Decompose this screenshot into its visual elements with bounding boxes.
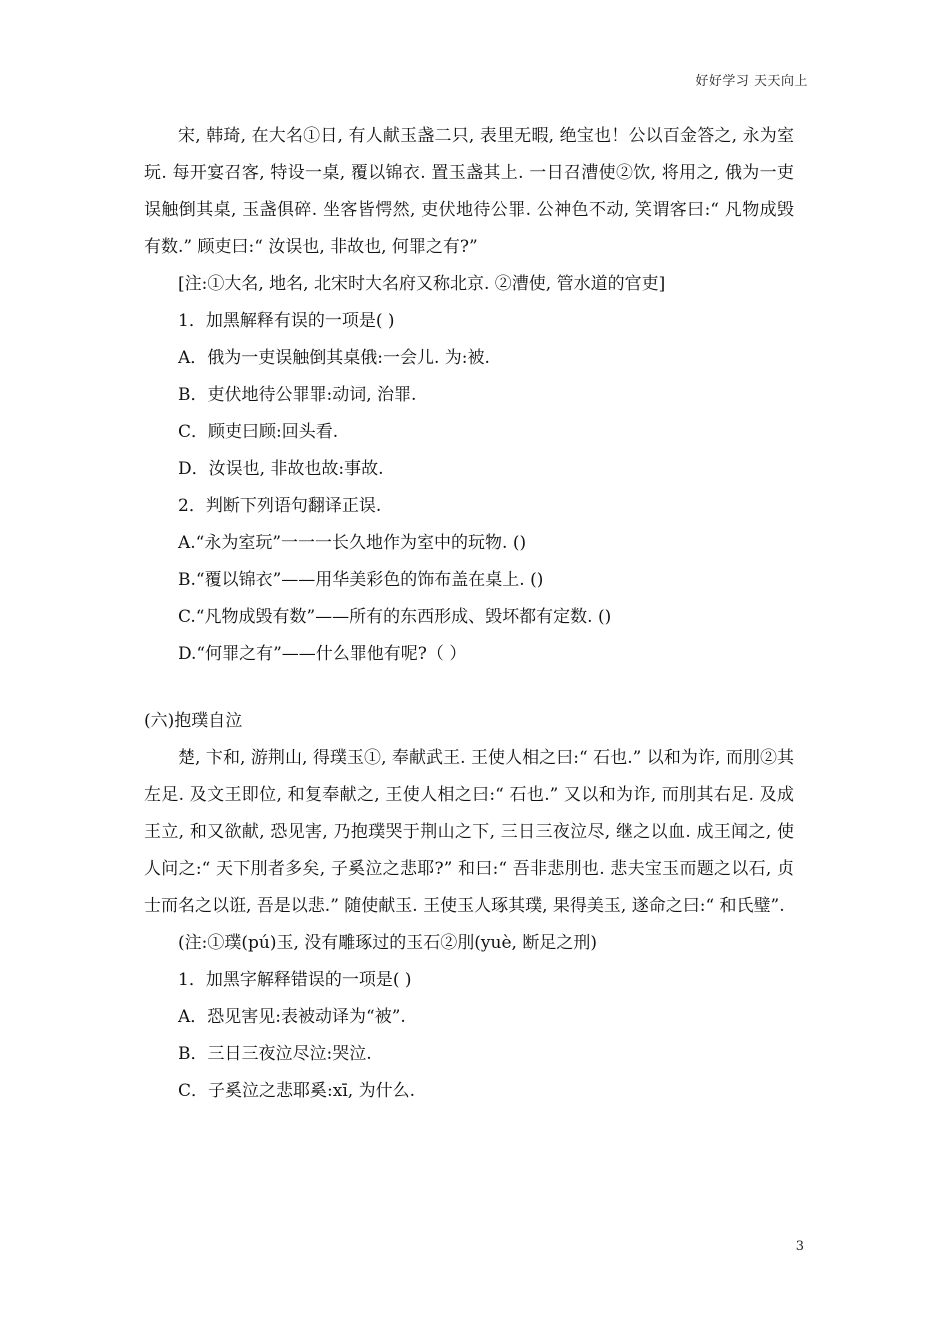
document-body bbox=[144, 118, 794, 1110]
passage-1: 宋, 韩琦, 在大名①日, 有人献玉盏二只, 表里无暇, 绝宝也！公以百金答之, 永为室玩. 每开宴召客, 特设一桌, 覆以锦衣. 置玉盏其上. 一日召漕使②饮, 将用之, 俄为一吏误触倒其桌, 玉盏俱碎. 坐客皆愕然, 吏伏地待公罪. 公神色不动, 笑谓客曰:“ 凡物成毁有数.” 顾吏曰:“ 汝误也, 非故也, 何罪之有?” bbox=[144, 126, 794, 257]
question-2-option-d: D.“何罪之有”——什么罪他有呢?（ ） bbox=[178, 644, 467, 664]
section-2-option-a: A．恐见害见:表被动译为“被”. bbox=[178, 1007, 406, 1027]
passage-2: 楚, 卞和, 游荆山, 得璞玉①, 奉献武王. 王使人相之曰:“ 石也.” 以和为诈, 而刖②其左足. 及文王即位, 和复奉献之, 王使人相之曰:“ 石也.” 又以和为诈, 而刖其右足. 及成王立, 和又欲献, 恐见害, 乃抱璞哭于荆山之下, 三日三夜泣尽, 继之以血. 成王闻之, 使人问之:“ 天下刖者多矣, 子奚泣之悲耶?” 和曰:“ 吾非悲刖也. 悲夫宝玉而题之以石, 贞士而名之以诳, 吾是以悲.” 随使献玉. 王使玉人琢其璞, 果得美玉, 遂命之曰:“ 和氏璧”. bbox=[144, 748, 794, 916]
question-2: 2．判断下列语句翻译正误. bbox=[178, 496, 382, 516]
question-2-option-a: A.“永为室玩”一一一长久地作为室中的玩物. () bbox=[178, 533, 527, 553]
question-1-option-a: A．俄为一吏误触倒其桌俄:一会儿. 为:被. bbox=[178, 348, 490, 368]
section-2-option-c: C．子奚泣之悲耶奚:xī, 为什么. bbox=[178, 1081, 415, 1101]
section-2-question-1: 1．加黑字解释错误的一项是( ) bbox=[178, 970, 412, 990]
question-1-option-d: D．汝误也, 非故也故:事故. bbox=[178, 459, 384, 479]
question-2-option-b: B.“覆以锦衣”——用华美彩色的饰布盖在桌上. () bbox=[178, 570, 544, 590]
question-1-option-c: C．顾吏曰顾:回头看. bbox=[178, 422, 339, 442]
section-2-option-b: B．三日三夜泣尽泣:哭泣. bbox=[178, 1044, 372, 1064]
page-number: 3 bbox=[795, 1239, 804, 1254]
section-title: (六)抱璞自泣 bbox=[144, 711, 243, 731]
page-header: 好好学习 天天向上 bbox=[695, 74, 808, 89]
question-1: 1．加黑解释有误的一项是( ) bbox=[178, 311, 395, 331]
passage-2-note: (注:①璞(pú)玉, 没有雕琢过的玉石②刖(yuè, 断足之刑) bbox=[178, 933, 597, 953]
question-1-option-b: B．吏伏地待公罪罪:动词, 治罪. bbox=[178, 385, 417, 405]
question-2-option-c: C.“凡物成毁有数”——所有的东西形成、毁坏都有定数. () bbox=[178, 607, 612, 627]
passage-1-note: [注:①大名, 地名, 北宋时大名府又称北京. ②漕使, 管水道的官吏] bbox=[178, 274, 666, 294]
